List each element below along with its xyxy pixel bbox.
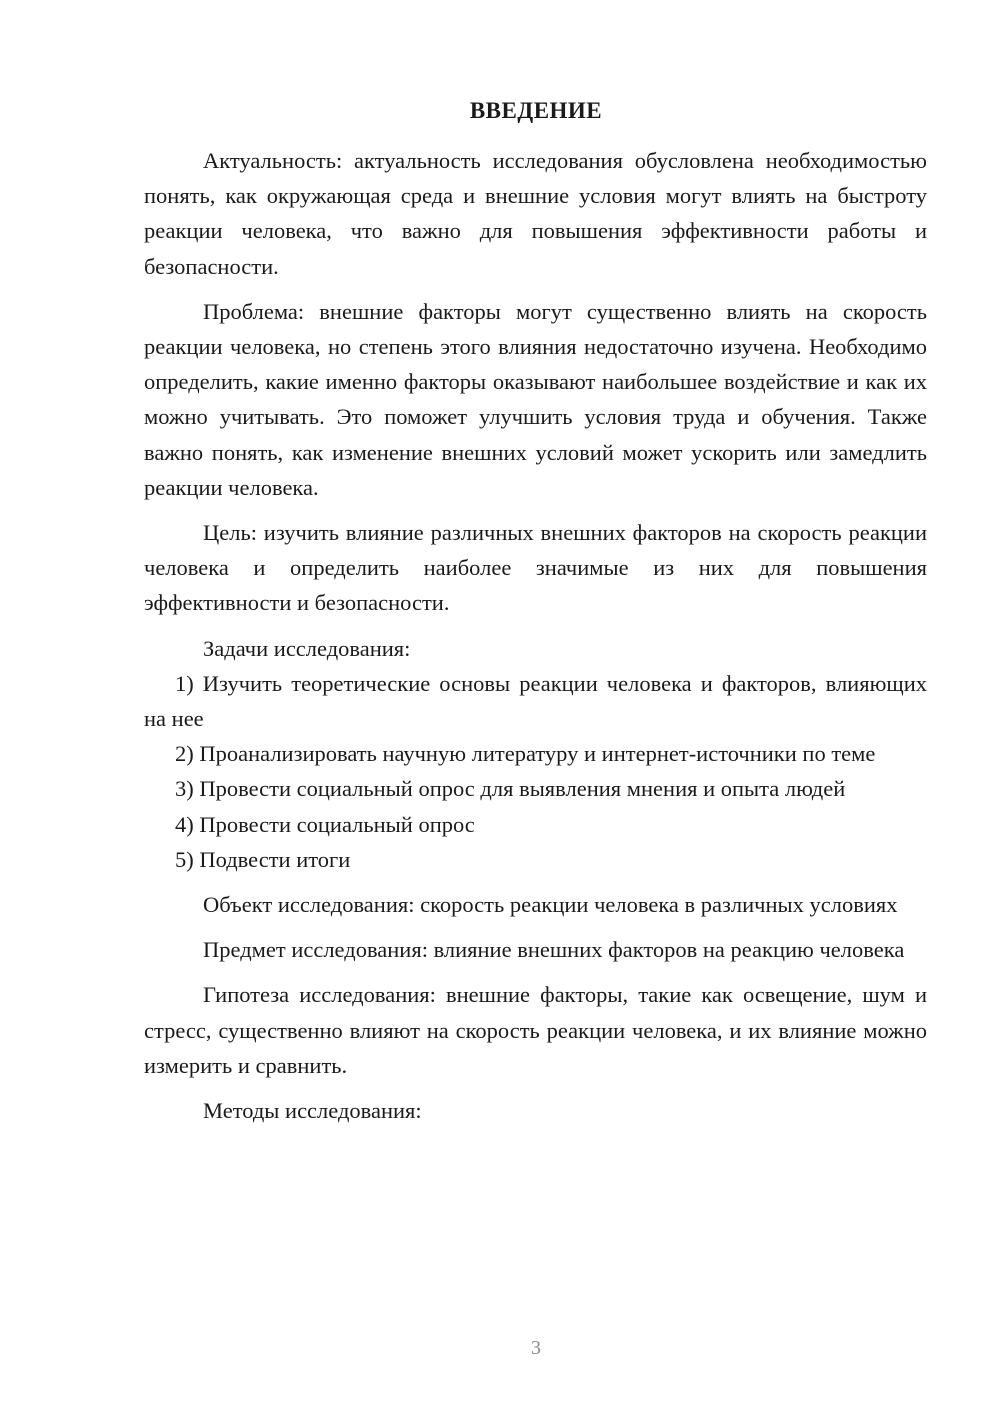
- tasks-title: Задачи исследования:: [203, 635, 411, 661]
- subject-paragraph: Предмет исследования: влияние внешних факторов на реакцию человека: [203, 937, 905, 963]
- problem-paragraph: Проблема: внешние факторы могут существенно влиять на скорость реакции человека, но степень этого влияния недостаточно изучена. Необходимо определить, какие именно факторы оказывают наибольшее воздействие и как их можно учитывать. Это поможет улучшить условия труда и обучения. Также важно понять, как изменение внешних условий может ускорить или замедлить реакции человека.: [144, 298, 927, 500]
- list-item: 3) Провести социальный опрос для выявления мнения и опыта людей: [175, 776, 846, 802]
- hypothesis-paragraph: Гипотеза исследования: внешние факторы, такие как освещение, шум и стресс, существенно влияют на скорость реакции человека, и их влияние можно измерить и сравнить.: [144, 982, 927, 1078]
- list-item: 4) Провести социальный опрос: [175, 811, 475, 837]
- page-title: ВВЕДЕНИЕ: [469, 98, 603, 123]
- list-item: 1) Изучить теоретические основы реакции человека и факторов, влияющих на нее: [144, 670, 927, 732]
- list-item: 2) Проанализировать научную литературу и интернет-источники по теме: [175, 741, 876, 767]
- methods-title: Методы исследования:: [203, 1098, 422, 1124]
- list-item: 5) Подвести итоги: [175, 846, 351, 872]
- goal-paragraph: Цель: изучить влияние различных внешних факторов на скорость реакции человека и определить наиболее значимые из них для повышения эффективности и безопасности.: [144, 520, 927, 616]
- page-number: 3: [531, 1337, 541, 1359]
- document-body: [144, 143, 927, 1128]
- object-paragraph: Объект исследования: скорость реакции человека в различных условиях: [203, 892, 898, 918]
- relevance-paragraph: Актуальность: актуальность исследования обусловлена необходимостью понять, как окружающая среда и внешние условия могут влиять на быстроту реакции человека, что важно для повышения эффективности работы и безопасности.: [144, 148, 927, 279]
